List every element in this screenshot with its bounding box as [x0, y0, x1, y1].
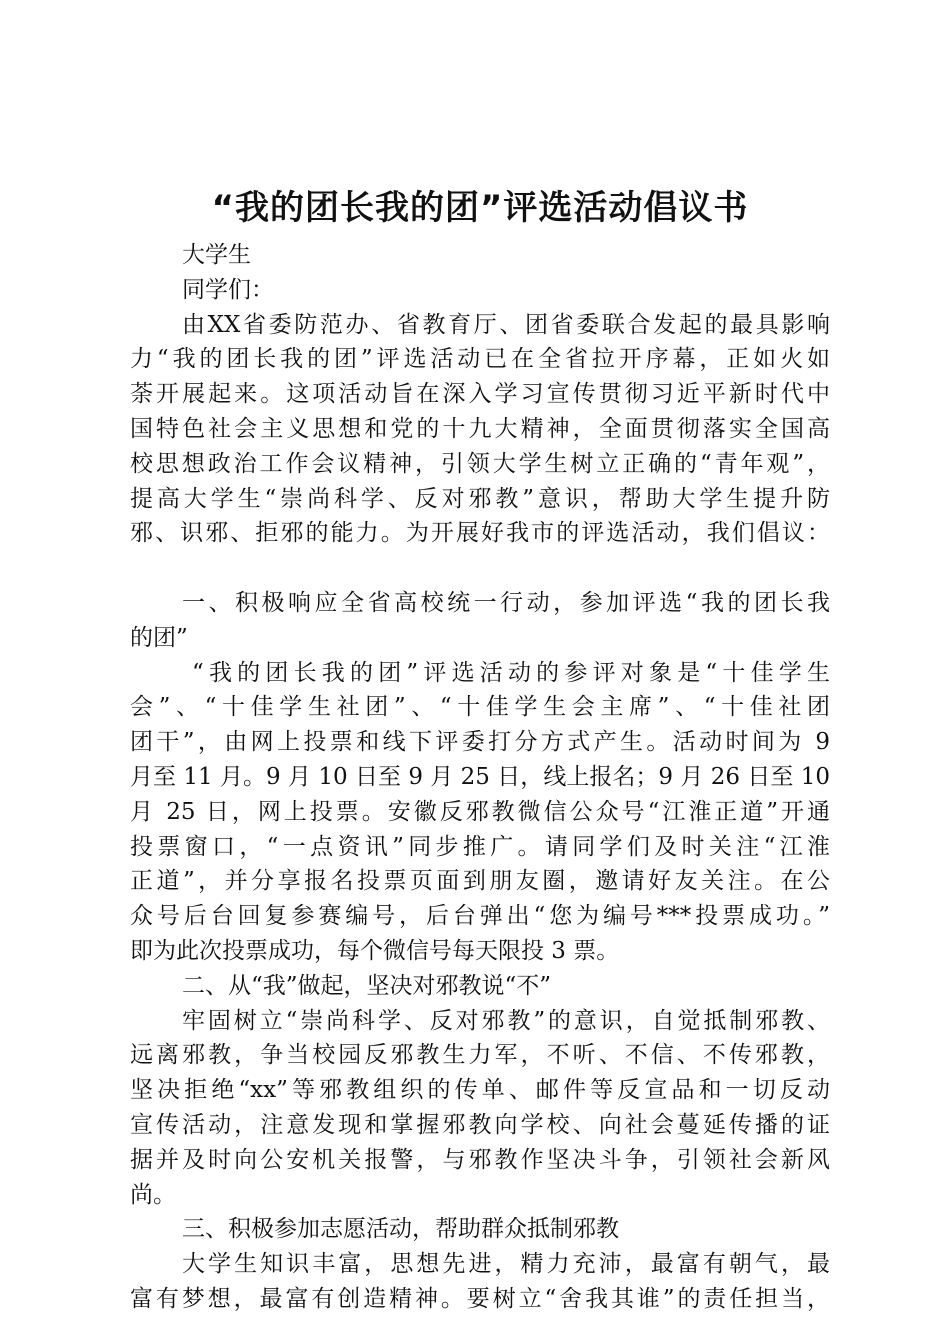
paragraph-line: 远离邪教，争当校园反邪教生力军，不听、不信、不传邪教， [130, 1042, 830, 1069]
salutation-line-1: 大学生 [182, 242, 251, 268]
paragraph-line: 众号后台回复参赛编号，后台弹出“您为编号***投票成功。” [130, 903, 830, 930]
paragraph-line: 尚。 [130, 1181, 176, 1208]
paragraph-line: 据并及时向公安机关报警，与邪教作坚决斗争，引领社会新风 [130, 1146, 830, 1173]
paragraph-line: 提高大学生“崇尚科学、反对邪教”意识，帮助大学生提升防 [130, 485, 830, 512]
paragraph-line: 坚决拒绝“xx”等邪教组织的传单、邮件等反宣品和一切反动 [130, 1077, 830, 1104]
section-heading-1: 一、积极响应全省高校统一行动，参加评选“我的团长我 [182, 589, 830, 616]
paragraph-line: 力“我的团长我的团”评选活动已在全省拉开序幕，正如火如 [130, 346, 830, 373]
document-page [130, 0, 830, 1344]
paragraph-line: 会”、“十佳学生社团”、“十佳学生会主席”、“十佳社团 [130, 694, 830, 721]
paragraph-line: 月 25 日，网上投票。安徽反邪教微信公众号“江淮正道”开通 [130, 798, 830, 825]
paragraph-line: 月至 11 月。9 月 10 日至 9 月 25 日，线上报名；9 月 26 日至 10 [130, 763, 830, 790]
paragraph-line: 投票窗口，“一点资讯”同步推广。请同学们及时关注“江淮 [130, 833, 830, 860]
blank-line [130, 551, 830, 586]
paragraph-line: 正道”，并分享报名投票页面到朋友圈，邀请好友关注。在公 [130, 868, 830, 895]
paragraph-line: 由XX省委防范办、省教育厅、团省委联合发起的最具影响 [182, 311, 830, 338]
paragraph-line: 即为此次投票成功，每个微信号每天限投 3 票。 [130, 937, 620, 964]
section-heading-1-cont: 的团” [130, 624, 188, 651]
document-title: “我的团长我的团”评选活动倡议书 [211, 188, 749, 228]
paragraph-line: 宣传活动，注意发现和掌握邪教向学校、向社会蔓延传播的证 [130, 1111, 830, 1138]
paragraph-line: 大学生知识丰富，思想先进，精力充沛，最富有朝气，最 [182, 1251, 830, 1278]
document-body [130, 238, 830, 1317]
paragraph-line: 国特色社会主义思想和党的十九大精神，全面贯彻落实全国高 [130, 415, 830, 442]
paragraph-line: 团干”，由网上投票和线下评委打分方式产生。活动时间为 9 [130, 729, 830, 756]
paragraph-line: 富有梦想，最富有创造精神。要树立“舍我其谁”的责任担当， [130, 1285, 830, 1312]
paragraph-line: 荼开展起来。这项活动旨在深入学习宣传贯彻习近平新时代中 [130, 381, 830, 408]
section-heading-3: 三、积极参加志愿活动，帮助群众抵制邪教 [182, 1216, 619, 1243]
paragraph-line: 邪、识邪、拒邪的能力。为开展好我市的评选活动，我们倡议： [130, 520, 830, 547]
paragraph-line: 牢固树立“崇尚科学、反对邪教”的意识，自觉抵制邪教、 [182, 1007, 830, 1034]
paragraph-line: “我的团长我的团”评选活动的参评对象是“十佳学生 [192, 659, 830, 686]
paragraph-line: 校思想政治工作会议精神，引领大学生树立正确的“青年观”， [130, 450, 830, 477]
section-heading-2: 二、从“我”做起，坚决对邪教说“不” [182, 972, 552, 999]
salutation-line-2: 同学们： [182, 276, 274, 303]
